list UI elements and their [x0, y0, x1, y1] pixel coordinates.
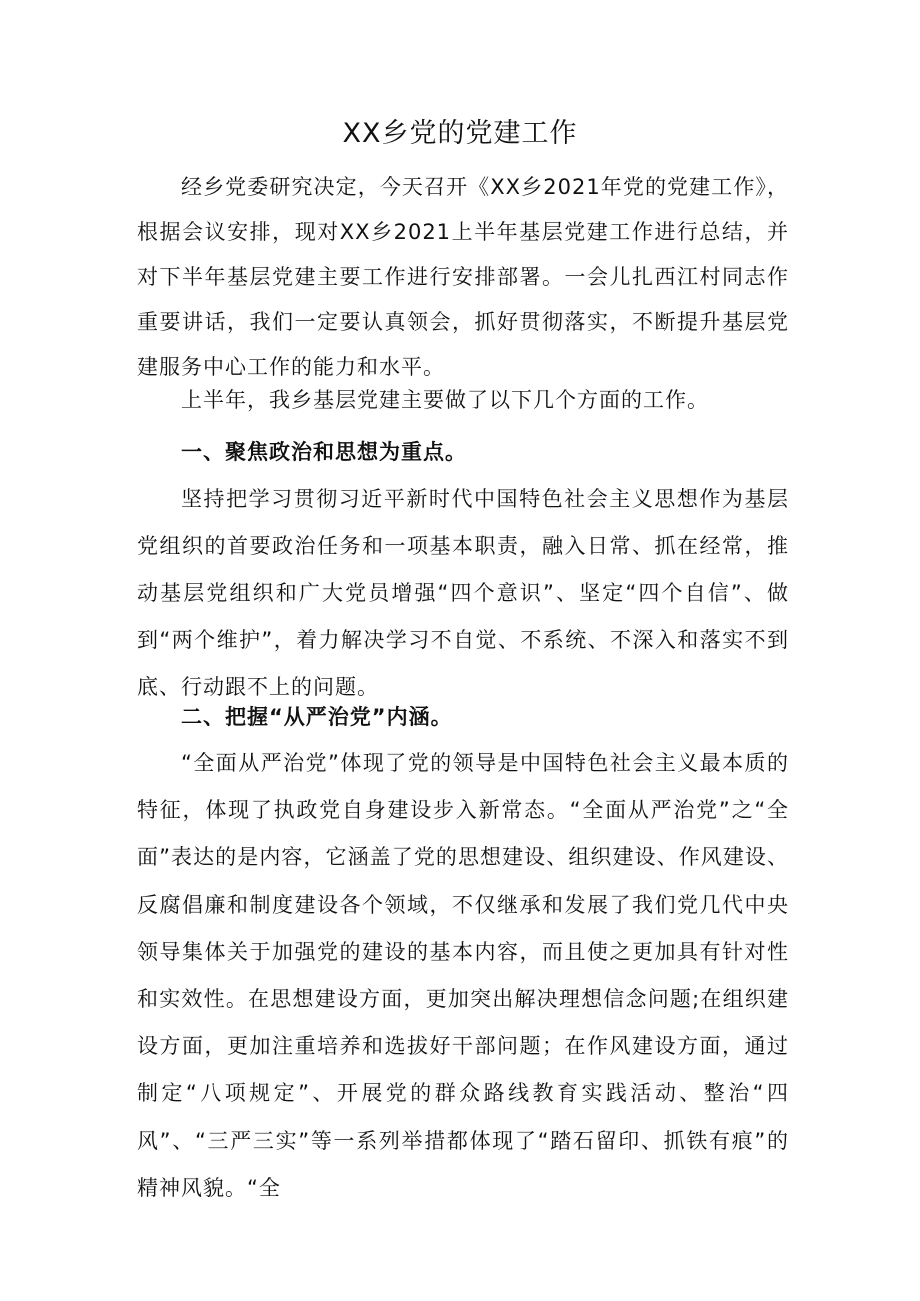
section-heading-1: 一、聚焦政治和思想为重点。	[181, 440, 467, 464]
section-1-paragraph: 坚持把学习贯彻习近平新时代中国特色社会主义思想作为基层党组织的首要政治任务和一项基本职责，融入日常、抓在经常，推动基层党组织和广大党员增强“四个意识”、坚定“四个自信”、做到“两个维护”，着力解决学习不自觉、不系统、不深入和落实不到底、行动跟不上的问题。	[137, 487, 789, 699]
section-2-paragraph: “全面从严治党”体现了党的领导是中国特色社会主义最本质的特征，体现了执政党自身建设步入新常态。“全面从严治党”之“全面”表达的是内容，它涵盖了党的思想建设、组织建设、作风建设、反腐倡廉和制度建设各个领域，不仅继承和发展了我们党几代中央领导集体关于加强党的建设的基本内容，而且使之更加具有针对性和实效性。在思想建设方面，更加突出解决理想信念问题;在组织建设方面，更加注重培养和选拔好干部问题；在作风建设方面，通过制定“八项规定”、开展党的群众路线教育实践活动、整治“四风”、“三严三实”等一系列举措都体现了“踏石留印、抓铁有痕”的精神风貌。“全	[137, 751, 789, 1200]
section-heading-2: 二、把握“从严治党”内涵。	[181, 705, 453, 729]
document-title: XX乡党的党建工作	[342, 118, 578, 149]
intro-paragraph: 经乡党委研究决定，今天召开《XX乡2021年党的党建工作》，根据会议安排，现对XX乡2021上半年基层党建工作进行总结，并对下半年基层党建主要工作进行安排部署。一会儿扎西江村同志作重要讲话，我们一定要认真领会，抓好贯彻落实，不断提升基层党建服务中心工作的能力和水平。	[137, 175, 789, 379]
summary-paragraph: 上半年，我乡基层党建主要做了以下几个方面的工作。	[181, 388, 709, 412]
